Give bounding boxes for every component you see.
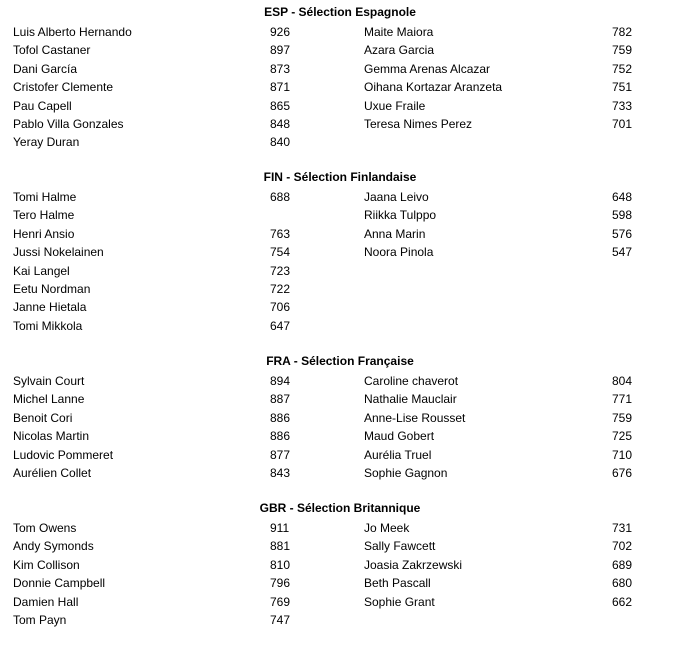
female-athlete-score: 576 [612, 226, 633, 241]
athlete-row [0, 206, 680, 224]
male-athlete-score: 911 [270, 521, 290, 535]
male-athlete-name: Donnie Campbell [13, 576, 106, 591]
female-athlete-score: 804 [612, 374, 633, 388]
female-athlete-name: Anne-Lise Rousset [364, 410, 466, 425]
athlete-row [0, 574, 680, 592]
female-athlete-score: 759 [612, 43, 633, 58]
female-athlete-score: 752 [612, 61, 633, 76]
male-athlete-name: Tomi Halme [13, 190, 77, 204]
male-athlete-score: 769 [270, 594, 291, 609]
athlete-row [0, 225, 680, 243]
female-athlete-score: 731 [612, 521, 633, 535]
male-athlete-score: 722 [270, 282, 291, 296]
male-athlete-score: 897 [270, 43, 291, 58]
male-athlete-score: 887 [270, 392, 291, 407]
male-athlete-name: Tomi Mikkola [13, 318, 83, 333]
athlete-row [0, 317, 680, 335]
female-athlete-name: Gemma Arenas Alcazar [364, 61, 491, 76]
female-athlete-name: Sally Fawcett [364, 539, 436, 554]
athlete-row [0, 593, 680, 611]
male-athlete-name: Benoit Cori [13, 410, 73, 425]
male-athlete-score: 754 [270, 245, 291, 260]
female-athlete-score: 648 [612, 190, 633, 204]
athlete-row [0, 23, 680, 41]
male-athlete-name: Andy Symonds [13, 539, 94, 554]
female-athlete-score: 701 [612, 117, 633, 131]
male-athlete-name: Yeray Duran [13, 135, 80, 150]
athlete-row [0, 243, 680, 261]
female-athlete-name: Azara Garcia [364, 43, 435, 58]
female-athlete-score: 662 [612, 594, 633, 609]
athlete-row [0, 41, 680, 59]
female-athlete-name: Anna Marin [364, 226, 426, 241]
male-athlete-score: 871 [270, 80, 291, 95]
male-athlete-name: Tero Halme [13, 208, 75, 223]
female-athlete-score: 751 [612, 80, 633, 95]
male-athlete-score: 886 [270, 410, 291, 425]
male-athlete-name: Tom Payn [13, 613, 67, 627]
male-athlete-score: 865 [270, 98, 291, 113]
athlete-row [0, 97, 680, 115]
male-athlete-score: 763 [270, 226, 291, 241]
female-athlete-score: 733 [612, 98, 633, 113]
athlete-row [0, 427, 680, 445]
male-athlete-name: Aurélien Collet [13, 466, 92, 480]
male-athlete-score: 840 [270, 135, 291, 150]
athlete-row [0, 409, 680, 427]
male-athlete-name: Kim Collison [13, 557, 80, 572]
male-athlete-name: Damien Hall [13, 594, 79, 609]
male-athlete-name: Kai Langel [13, 263, 70, 278]
section-title: GBR - Sélection Britannique [259, 501, 421, 515]
male-athlete-score: 796 [270, 576, 291, 591]
female-athlete-name: Sophie Gagnon [364, 466, 448, 480]
female-athlete-score: 771 [612, 392, 633, 407]
male-athlete-score: 843 [270, 466, 291, 480]
male-athlete-name: Ludovic Pommeret [13, 447, 114, 462]
female-athlete-name: Maite Maiora [364, 25, 434, 39]
athlete-row [0, 133, 680, 151]
female-athlete-name: Joasia Zakrzewski [364, 557, 463, 572]
female-athlete-score: 689 [612, 557, 633, 572]
male-athlete-score: 894 [270, 374, 291, 388]
section-title: FRA - Sélection Française [266, 354, 414, 368]
male-athlete-name: Tom Owens [13, 521, 77, 535]
male-athlete-name: Eetu Nordman [13, 282, 91, 296]
female-athlete-score: 680 [612, 576, 633, 591]
male-athlete-score: 873 [270, 61, 291, 76]
female-athlete-name: Nathalie Mauclair [364, 392, 457, 407]
male-athlete-name: Pablo Villa Gonzales [13, 117, 124, 131]
athlete-row [0, 519, 680, 537]
female-athlete-name: Maud Gobert [364, 429, 435, 444]
male-athlete-name: Dani García [13, 61, 78, 76]
male-athlete-name: Tofol Castaner [13, 43, 91, 58]
male-athlete-score: 706 [270, 300, 291, 315]
female-athlete-name: Teresa Nimes Perez [364, 117, 473, 131]
female-athlete-score: 547 [612, 245, 633, 260]
male-athlete-name: Nicolas Martin [13, 429, 90, 444]
male-athlete-name: Pau Capell [13, 98, 72, 113]
male-athlete-name: Sylvain Court [13, 374, 85, 388]
female-athlete-name: Riikka Tulppo [364, 208, 437, 223]
male-athlete-score: 926 [270, 25, 291, 39]
athlete-row [0, 280, 680, 298]
athlete-row [0, 115, 680, 133]
female-athlete-score: 759 [612, 410, 633, 425]
female-athlete-name: Beth Pascall [364, 576, 431, 591]
athlete-row [0, 78, 680, 96]
male-athlete-score: 723 [270, 263, 291, 278]
female-athlete-score: 702 [612, 539, 633, 554]
athlete-row [0, 188, 680, 206]
female-athlete-score: 598 [612, 208, 633, 223]
male-athlete-score: 747 [270, 613, 291, 627]
female-athlete-name: Oihana Kortazar Aranzeta [364, 80, 503, 95]
male-athlete-name: Michel Lanne [13, 392, 85, 407]
female-athlete-score: 725 [612, 429, 633, 444]
male-athlete-name: Cristofer Clemente [13, 80, 114, 95]
athlete-row [0, 372, 680, 390]
male-athlete-score: 810 [270, 557, 291, 572]
female-athlete-name: Jaana Leivo [364, 190, 429, 204]
athlete-row [0, 611, 680, 629]
male-athlete-score: 688 [270, 190, 291, 204]
male-athlete-name: Henri Ansio [13, 226, 75, 241]
male-athlete-name: Luis Alberto Hernando [13, 25, 132, 39]
female-athlete-score: 782 [612, 25, 633, 39]
female-athlete-score: 676 [612, 466, 633, 480]
female-athlete-name: Sophie Grant [364, 594, 435, 609]
athlete-row [0, 556, 680, 574]
female-athlete-name: Caroline chaverot [364, 374, 459, 388]
male-athlete-name: Jussi Nokelainen [13, 245, 104, 260]
athlete-row [0, 60, 680, 78]
athlete-row [0, 537, 680, 555]
male-athlete-score: 848 [270, 117, 291, 131]
athlete-row [0, 464, 680, 482]
athlete-row [0, 298, 680, 316]
female-athlete-name: Aurélia Truel [364, 447, 432, 462]
female-athlete-name: Noora Pinola [364, 245, 434, 260]
male-athlete-name: Janne Hietala [13, 300, 87, 315]
section-title: FIN - Sélection Finlandaise [263, 170, 417, 184]
athlete-row [0, 390, 680, 408]
male-athlete-score: 886 [270, 429, 291, 444]
female-athlete-name: Jo Meek [364, 521, 410, 535]
section-title: ESP - Sélection Espagnole [264, 5, 416, 19]
athlete-row [0, 262, 680, 280]
male-athlete-score: 881 [270, 539, 291, 554]
female-athlete-score: 710 [612, 447, 633, 462]
athlete-row [0, 446, 680, 464]
female-athlete-name: Uxue Fraile [364, 98, 426, 113]
male-athlete-score: 647 [270, 318, 291, 333]
male-athlete-score: 877 [270, 447, 291, 462]
